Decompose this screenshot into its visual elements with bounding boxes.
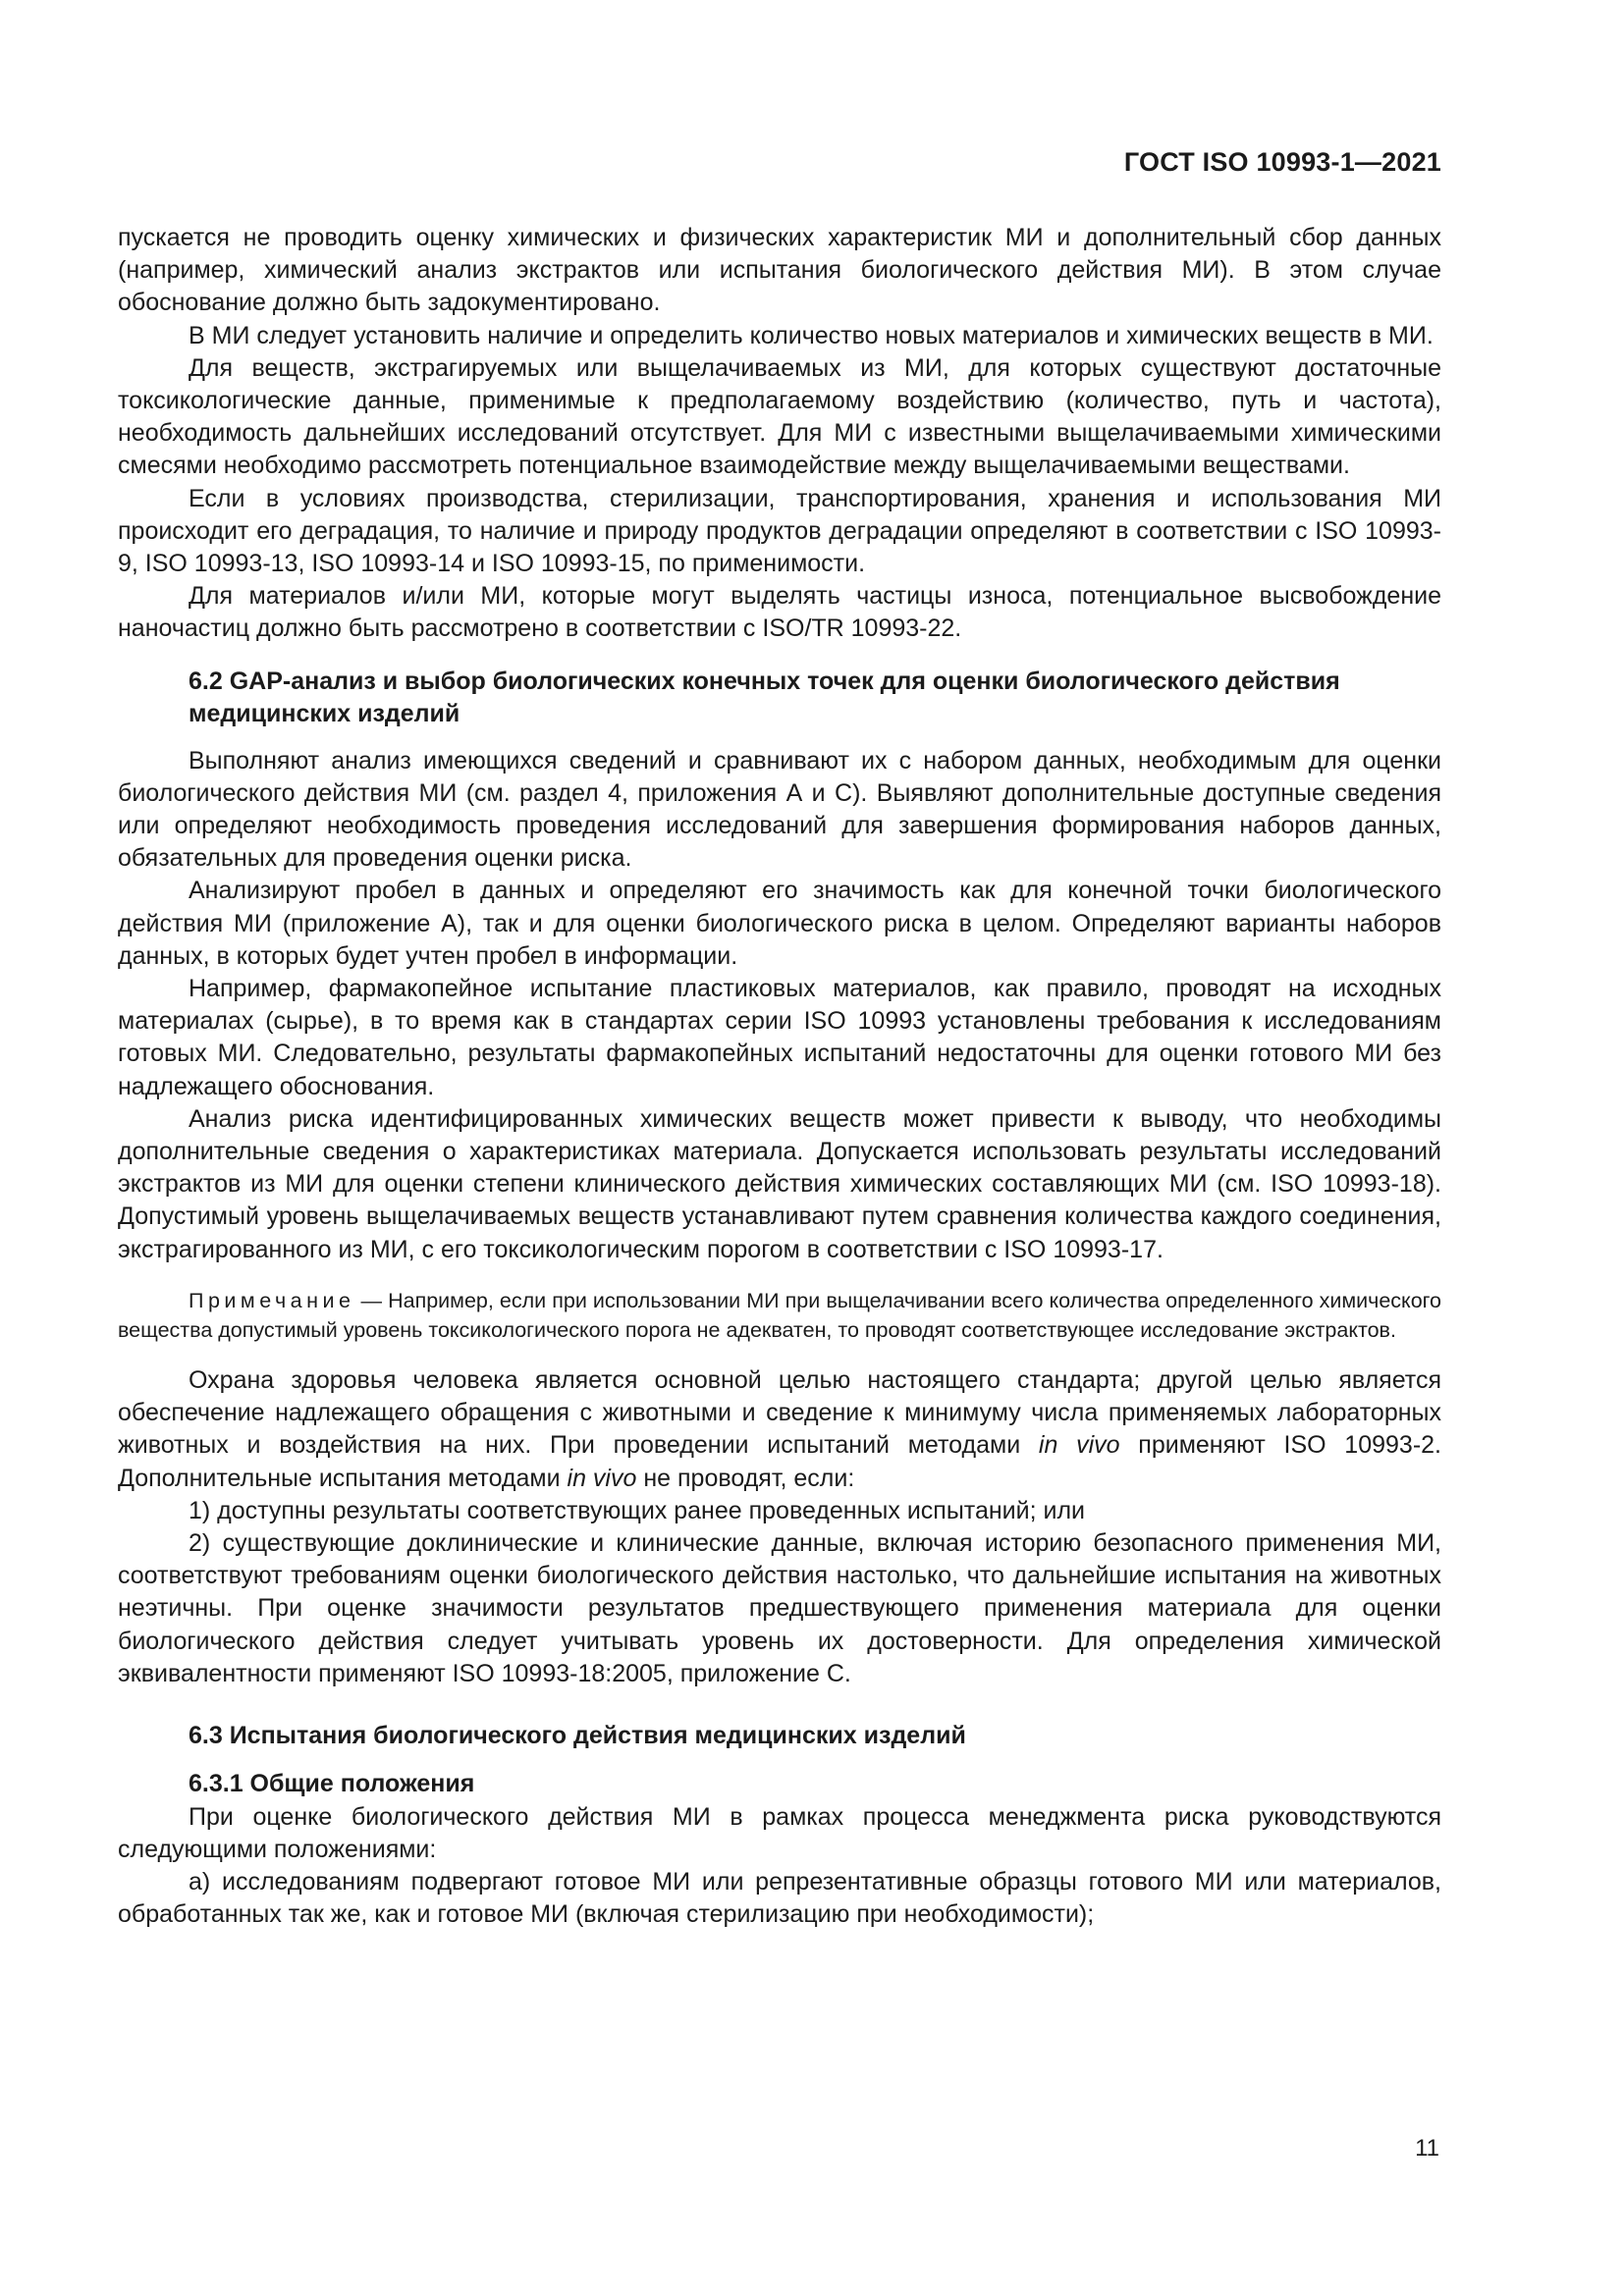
section-heading-6-2: 6.2 GAP-анализ и выбор биологических конечных точек для оценки биологического действия медицинских изделий <box>189 667 1340 728</box>
note <box>118 1286 1441 1345</box>
paragraph: Анализ риска идентифицированных химических веществ может привести к выводу, что необходимы дополнительные сведения о характеристиках материала. Допускается использовать результаты исследований экстрактов из МИ для оценки степени клинического действия химических составляющих МИ (см. ISO 10993-18). Допустимый уровень выщелачиваемых веществ устанавливают путем сравнения количества каждого соединения, экстрагированного из МИ, с его токсикологическим порогом в соответствии с ISO 10993-17. <box>118 1104 1441 1263</box>
paragraph-health <box>118 1364 1441 1495</box>
subsection-heading-6-3-1: 6.3.1 Общие положения <box>189 1770 475 1798</box>
paragraph-text: применяют ISO 10993-2. Дополнительные испытания методами <box>118 1431 1441 1492</box>
paragraph: Для веществ, экстрагируемых или выщелачиваемых из МИ, для которых существуют достаточные токсикологические данные, применимые к предполагаемому воздействию (количество, путь и частота), необходимость дальнейших исследований отсутствует. Для МИ с известными выщелачиваемыми химическими смесями необходимо рассмотреть потенциальное взаимодействие между выщелачиваемыми веществами. <box>118 353 1441 480</box>
paragraph: Например, фармакопейное испытание пластиковых материалов, как правило, проводят на исходных материалах (сырье), в то время как в стандартах серии ISO 10993 установлены требования к исследованиям готовых МИ. Следовательно, результаты фармакопейных испытаний недостаточны для оценки готового МИ без надлежащего обоснования. <box>118 975 1441 1100</box>
list-item: а) исследованиям подвергают готовое МИ или репрезентативные образцы готового МИ или материалов, обработанных так же, как и готовое МИ (включая стерилизацию при необходимости); <box>118 1868 1441 1929</box>
list-item: 2) существующие доклинические и клинические данные, включая историю безопасного применения МИ, соответствуют требованиям оценки биологического действия настолько, что дальнейшие испытания на животных неэтичны. При оценке значимости результатов предшествующего применения материала для оценки биологического действия следует учитывать уровень их достоверности. Для определения химической эквивалентности применяют ISO 10993-18:2005, приложение С. <box>118 1528 1441 1687</box>
document-header: ГОСТ ISO 10993-1—2021 <box>1123 147 1441 177</box>
paragraph: При оценке биологического действия МИ в рамках процесса менеджмента риска руководствуются следующими положениями: <box>118 1802 1441 1863</box>
italic-term: in vivo <box>567 1464 637 1492</box>
page-number: 11 <box>1415 2135 1439 2162</box>
italic-term: in vivo <box>1038 1431 1120 1460</box>
paragraph: пускается не проводить оценку химических и физических характеристик МИ и дополнительный сбор данных (например, химический анализ экстрактов или испытания биологического действия МИ). В этом случае обоснование должно быть задокументировано. <box>118 224 1441 317</box>
paragraph: Анализируют пробел в данных и определяют его значимость как для конечной точки биологического действия МИ (приложение А), так и для оценки биологического риска в целом. Определяют варианты наборов данных, в которых будет учтен пробел в информации. <box>118 877 1441 970</box>
paragraph: Если в условиях производства, стерилизации, транспортирования, хранения и использования МИ происходит его деградация, то наличие и природу продуктов деградации определяют в соответствии с ISO 10993-9, ISO 10993-13, ISO 10993-14 и ISO 10993-15, по применимости. <box>118 484 1441 578</box>
note-label: Примечание <box>189 1288 355 1312</box>
list-item: 1) доступны результаты соответствующих ранее проведенных испытаний; или <box>189 1496 1086 1524</box>
paragraph-text: Охрана здоровья человека является основной целью настоящего стандарта; другой целью является обеспечение надлежащего обращения с животными и сведение к минимуму числа применяемых лабораторных животных и воздействия на них. При проведении испытаний методами <box>118 1365 1441 1460</box>
paragraph: Выполняют анализ имеющихся сведений и сравнивают их с набором данных, необходимым для оценки биологического действия МИ (см. раздел 4, приложения А и С). Выявляют дополнительные доступные сведения или определяют необходимость проведения исследований для завершения формирования наборов данных, обязательных для проведения оценки риска. <box>118 746 1441 873</box>
note-text: — Например, если при использовании МИ при выщелачивании всего количества определенного химического вещества допустимый уровень токсикологического порога не адекватен, то проводят соответствующее исследование экстрактов. <box>118 1288 1441 1342</box>
page-content <box>118 222 1441 1931</box>
paragraph: В МИ следует установить наличие и определить количество новых материалов и химических веществ в МИ. <box>189 321 1434 349</box>
paragraph-text: не проводят, если: <box>636 1464 855 1492</box>
paragraph: Для материалов и/или МИ, которые могут выделять частицы износа, потенциальное высвобождение наночастиц должно быть рассмотрено в соответствии с ISO/TR 10993-22. <box>118 582 1441 643</box>
section-heading-6-3: 6.3 Испытания биологического действия медицинских изделий <box>189 1721 966 1749</box>
